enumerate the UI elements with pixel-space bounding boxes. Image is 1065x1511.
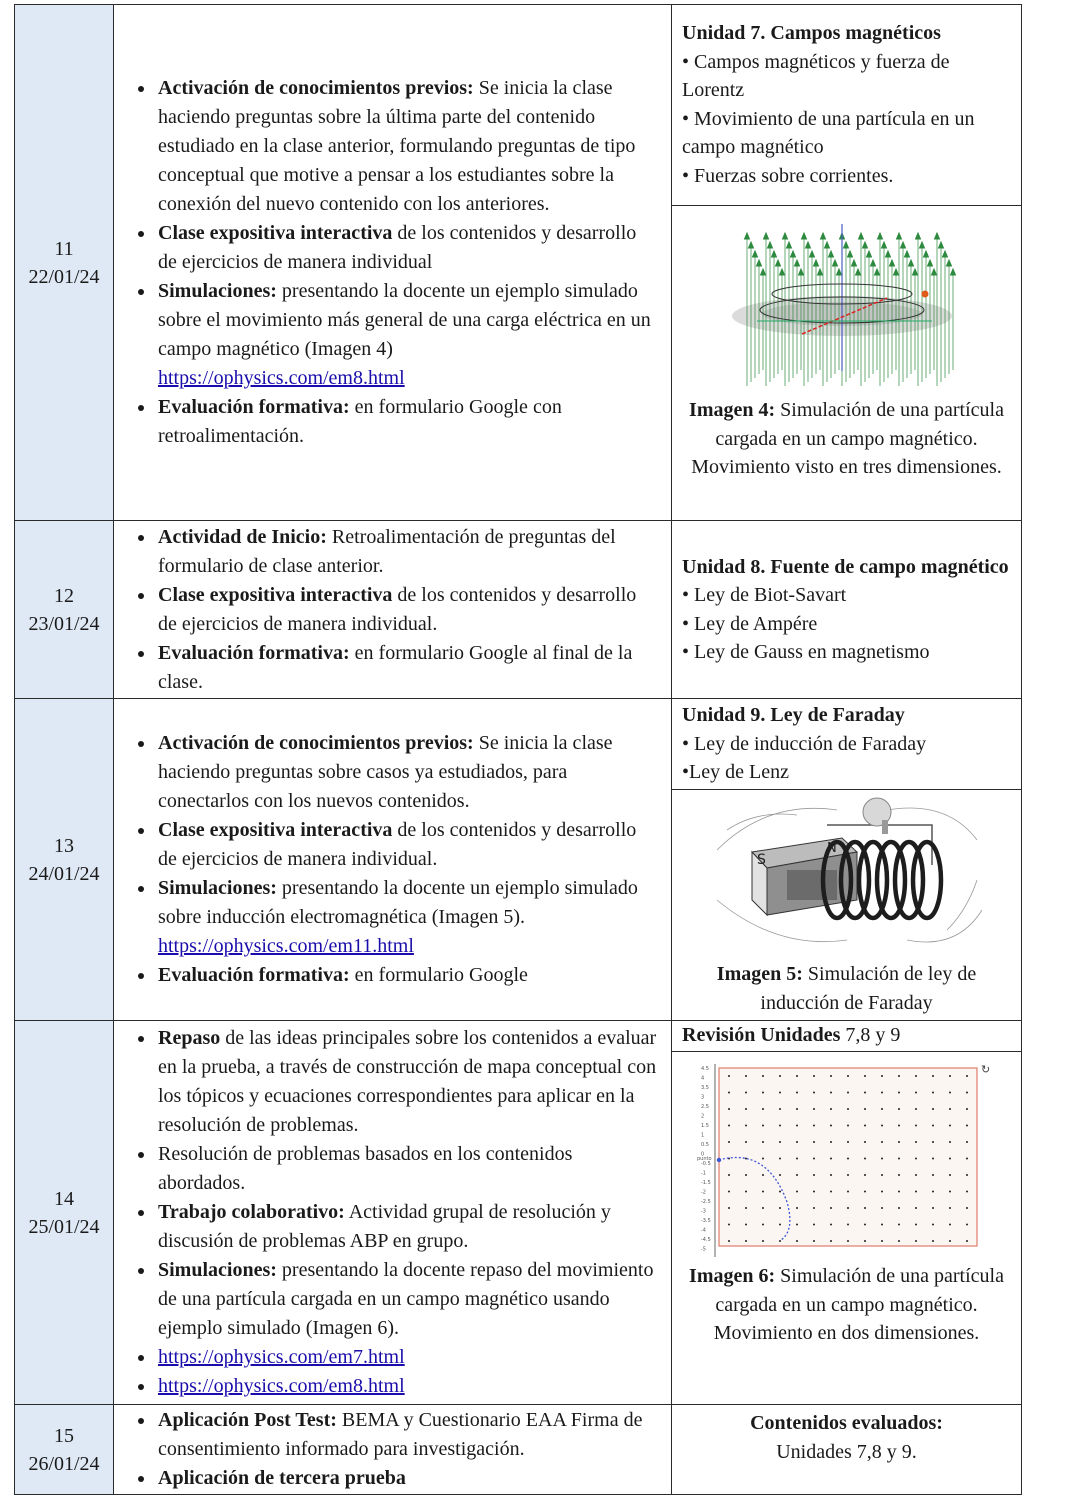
list-item: • Actividad de Inicio: Retroalimentación de preguntas del formulario de clase anterior. <box>156 523 659 581</box>
field-dot <box>779 1174 781 1176</box>
field-dot <box>898 1158 900 1160</box>
axis-tick-label: -2.5 <box>700 1199 711 1205</box>
session-number: 14 <box>54 1187 74 1210</box>
field-dot <box>762 1092 764 1094</box>
field-dot <box>762 1125 764 1127</box>
unit-topic: •Ley de Lenz <box>682 761 789 783</box>
field-dot <box>966 1224 968 1226</box>
field-dot <box>779 1224 781 1226</box>
axis-tick-label: -2 <box>700 1189 706 1196</box>
field-dot <box>762 1075 764 1077</box>
field-dot <box>813 1224 815 1226</box>
field-dot <box>898 1108 900 1110</box>
unit-topic: • Fuerzas sobre corrientes. <box>682 164 894 187</box>
activities-cell <box>114 5 672 521</box>
axis-tick-label: 3 <box>700 1094 704 1101</box>
figure-caption: Imagen 6: Simulación de una partícula cargada en un campo magnético. Movimiento en dos dimensiones. <box>689 1265 1004 1344</box>
unit-cell <box>672 1021 1022 1405</box>
field-dot <box>898 1141 900 1143</box>
review-units: 7,8 y 9 <box>840 1024 901 1046</box>
axis-tick-label: 1 <box>700 1132 704 1139</box>
field-dot <box>762 1174 764 1176</box>
field-dot <box>847 1174 849 1176</box>
field-dot <box>966 1207 968 1209</box>
field-dot <box>728 1125 730 1127</box>
unit-cell <box>672 521 1022 699</box>
list-item: • Activación de conocimientos previos: Se inicia la clase haciendo preguntas sobre la última parte del contenido estudiado en la clase anterior, formulando preguntas de tipo conceptual que motive a pensar a los estudiantes sobre la conexión del nuevo contenido con los anteriores. <box>156 74 659 219</box>
field-dot <box>728 1191 730 1193</box>
field-dot <box>898 1174 900 1176</box>
assessed-units: Unidades 7,8 y 9. <box>776 1440 917 1463</box>
list-item: • Evaluación formativa: en formulario Google con retroalimentación. <box>156 393 659 451</box>
field-dot <box>830 1174 832 1176</box>
axis-tick-label: -4.5 <box>700 1237 711 1243</box>
field-dot <box>932 1191 934 1193</box>
simulation-link[interactable]: https://ophysics.com/em11.html <box>158 935 414 957</box>
field-dot <box>745 1191 747 1193</box>
field-dot <box>966 1240 968 1242</box>
activity-list <box>114 729 671 990</box>
axis-tick-label: -1 <box>700 1170 706 1177</box>
field-dot <box>915 1092 917 1094</box>
field-dot <box>915 1075 917 1077</box>
field-dot <box>932 1158 934 1160</box>
activities-cell <box>114 699 672 1021</box>
field-dot <box>813 1092 815 1094</box>
field-dot <box>932 1207 934 1209</box>
field-dot <box>949 1158 951 1160</box>
field-dot <box>915 1125 917 1127</box>
unit-topic: • Ley de Biot-Savart <box>682 584 847 606</box>
unit-cell <box>672 5 1022 521</box>
activity-list <box>114 1406 671 1493</box>
unit-topic: • Ley de Gauss en magnetismo <box>682 641 930 663</box>
field-dot <box>813 1174 815 1176</box>
field-dot <box>796 1224 798 1226</box>
field-dot <box>830 1207 832 1209</box>
svg-text:N: N <box>826 841 837 856</box>
axis-tick-label: -3.5 <box>700 1218 711 1224</box>
field-dot <box>728 1075 730 1077</box>
list-item: • Repaso de las ideas principales sobre los contenidos a evaluar en la prueba, a través de construcción de mapa conceptual con los tópicos y ecuaciones correspondientes para aplicar en la resolución de problemas. <box>156 1024 659 1140</box>
field-dot <box>779 1125 781 1127</box>
list-item: • Evaluación formativa: en formulario Google <box>156 961 659 990</box>
field-dot <box>762 1108 764 1110</box>
field-dot <box>932 1174 934 1176</box>
axis-tick-label: -3 <box>700 1208 706 1215</box>
field-dot <box>949 1125 951 1127</box>
field-dot <box>830 1224 832 1226</box>
field-dot <box>898 1207 900 1209</box>
list-item <box>156 1343 659 1372</box>
field-dot <box>966 1092 968 1094</box>
field-dot <box>915 1158 917 1160</box>
field-dot <box>864 1158 866 1160</box>
assessed-label: Contenidos evaluados: <box>750 1412 943 1434</box>
field-dot <box>813 1141 815 1143</box>
axis-tick-label: -1.5 <box>700 1180 711 1186</box>
list-item <box>156 1372 659 1401</box>
field-dot <box>949 1092 951 1094</box>
field-dot <box>745 1174 747 1176</box>
review-label: Revisión Unidades <box>682 1024 841 1046</box>
field-dot <box>864 1174 866 1176</box>
field-dot <box>881 1158 883 1160</box>
field-dot <box>745 1240 747 1242</box>
simulation-link[interactable]: https://ophysics.com/em8.html <box>158 367 405 389</box>
assessed-box <box>672 1405 1021 1468</box>
field-dot <box>864 1075 866 1077</box>
field-dot <box>881 1092 883 1094</box>
field-dot <box>949 1207 951 1209</box>
figure-box <box>672 789 1021 1017</box>
refresh-icon[interactable]: ↻ <box>980 1063 990 1076</box>
field-dot <box>762 1240 764 1242</box>
faraday-induction-image <box>707 790 987 960</box>
field-dot <box>830 1108 832 1110</box>
field-dot <box>881 1174 883 1176</box>
schedule-row-13 <box>15 699 1022 1021</box>
figure-box <box>672 205 1021 482</box>
field-dot <box>966 1075 968 1077</box>
field-dot <box>779 1240 781 1242</box>
field-dot <box>932 1224 934 1226</box>
field-dot <box>864 1191 866 1193</box>
figure-caption: Imagen 4: Simulación de una partícula cargada en un campo magnético. Movimiento visto en tres dimensiones. <box>689 399 1004 478</box>
session-number: 15 <box>54 1424 74 1447</box>
field-dot <box>949 1075 951 1077</box>
field-dot <box>728 1207 730 1209</box>
field-dot <box>779 1075 781 1077</box>
field-dot <box>813 1075 815 1077</box>
field-dot <box>830 1240 832 1242</box>
field-dot <box>779 1191 781 1193</box>
field-dot <box>796 1125 798 1127</box>
field-dot <box>779 1141 781 1143</box>
session-schedule-table <box>14 4 1022 1495</box>
field-dot <box>796 1240 798 1242</box>
field-dot <box>881 1075 883 1077</box>
field-dot <box>949 1191 951 1193</box>
field-dot <box>830 1141 832 1143</box>
figure-caption: Imagen 5: Simulación de ley de inducción de Faraday <box>716 963 977 1014</box>
field-dot <box>728 1141 730 1143</box>
session-number: 12 <box>54 584 74 607</box>
schedule-row-12 <box>15 521 1022 699</box>
field-dot <box>813 1158 815 1160</box>
field-dot <box>949 1174 951 1176</box>
field-dot <box>898 1240 900 1242</box>
field-dot <box>762 1191 764 1193</box>
figure-box <box>672 1051 1021 1348</box>
field-dot <box>915 1141 917 1143</box>
axis-tick-label: 0.5 <box>700 1142 709 1148</box>
field-dot <box>813 1191 815 1193</box>
field-dot <box>762 1158 764 1160</box>
unit-box <box>672 699 1021 789</box>
session-date: 26/01/24 <box>28 1452 100 1475</box>
origin-label: punto <box>696 1156 712 1162</box>
axis-tick-label: -4 <box>700 1227 706 1234</box>
field-dot <box>830 1191 832 1193</box>
activity-list <box>114 523 671 697</box>
list-item: • Activación de conocimientos previos: Se inicia la clase haciendo preguntas sobre casos ya estudiados, para conectarlos con los nuevos contenidos. <box>156 729 659 816</box>
list-item: • Evaluación formativa: en formulario Google al final de la clase. <box>156 639 659 697</box>
field-dot <box>779 1158 781 1160</box>
field-dot <box>830 1075 832 1077</box>
field-dot <box>915 1224 917 1226</box>
field-dot <box>864 1207 866 1209</box>
field-dot <box>864 1108 866 1110</box>
unit-title: Unidad 9. Ley de Faraday <box>682 704 905 726</box>
field-dot <box>932 1240 934 1242</box>
field-dot <box>728 1240 730 1242</box>
field-dot <box>915 1174 917 1176</box>
field-dot <box>932 1092 934 1094</box>
field-dot <box>881 1141 883 1143</box>
activity-list <box>114 1024 671 1401</box>
field-dot <box>932 1108 934 1110</box>
field-dot <box>847 1075 849 1077</box>
field-dot <box>830 1158 832 1160</box>
field-dot <box>847 1141 849 1143</box>
list-item: • Resolución de problemas basados en los contenidos abordados. <box>156 1140 659 1198</box>
field-dot <box>932 1141 934 1143</box>
session-date: 23/01/24 <box>28 612 100 635</box>
svg-text:S: S <box>756 852 766 868</box>
axis-tick-label: 2 <box>700 1113 704 1120</box>
field-dot <box>796 1108 798 1110</box>
field-dot <box>813 1240 815 1242</box>
activity-list <box>114 74 671 451</box>
review-box <box>672 1021 1021 1051</box>
unit-topic: • Ley de inducción de Faraday <box>682 732 927 755</box>
schedule-row-15 <box>15 1405 1022 1495</box>
session-date: 22/01/24 <box>28 265 100 288</box>
session-number: 13 <box>54 834 74 857</box>
field-dot <box>898 1075 900 1077</box>
field-dot <box>796 1092 798 1094</box>
session-cell <box>15 1021 114 1405</box>
field-dot <box>966 1191 968 1193</box>
unit-cell <box>672 699 1022 1021</box>
field-dot <box>813 1108 815 1110</box>
field-dot <box>949 1108 951 1110</box>
field-dot <box>881 1108 883 1110</box>
axis-tick-label: 3.5 <box>700 1085 709 1091</box>
activities-cell <box>114 521 672 699</box>
field-dot <box>932 1075 934 1077</box>
field-dot <box>847 1158 849 1160</box>
axis-tick-label: 1.5 <box>700 1123 709 1129</box>
unit-topic: • Ley de Ampére <box>682 612 818 635</box>
activities-cell <box>114 1405 672 1495</box>
field-dot <box>779 1108 781 1110</box>
field-dot <box>745 1141 747 1143</box>
field-dot <box>966 1108 968 1110</box>
field-dot <box>728 1092 730 1094</box>
field-dot <box>847 1207 849 1209</box>
list-item: • Simulaciones: presentando la docente un ejemplo simulado sobre el movimiento más general de una carga eléctrica en un campo magnético (Imagen 4) https://ophysics.com/em8.html <box>156 277 659 393</box>
field-dot <box>779 1207 781 1209</box>
field-dot <box>864 1224 866 1226</box>
field-dot <box>728 1108 730 1110</box>
field-dot <box>864 1092 866 1094</box>
field-dot <box>881 1240 883 1242</box>
field-dot <box>847 1240 849 1242</box>
field-dot <box>898 1191 900 1193</box>
field-dot <box>949 1141 951 1143</box>
unit-title: Unidad 7. Campos magnéticos <box>682 22 941 44</box>
field-dot <box>796 1141 798 1143</box>
field-dot <box>881 1191 883 1193</box>
particle-2d-simulation-image <box>697 1052 997 1262</box>
field-dot <box>779 1092 781 1094</box>
session-number: 11 <box>54 237 74 260</box>
axis-tick-label: -0.5 <box>700 1161 711 1167</box>
field-dot <box>932 1125 934 1127</box>
field-dot <box>847 1125 849 1127</box>
schedule-row-14 <box>15 1021 1022 1405</box>
field-dot <box>762 1141 764 1143</box>
list-item: • Clase expositiva interactiva de los contenidos y desarrollo de ejercicios de manera individual. <box>156 581 659 639</box>
field-dot <box>898 1125 900 1127</box>
field-dot <box>847 1092 849 1094</box>
session-cell <box>15 699 114 1021</box>
axis-tick-label: -5 <box>700 1246 706 1253</box>
field-dot <box>813 1125 815 1127</box>
field-dot <box>915 1240 917 1242</box>
activities-cell <box>114 1021 672 1405</box>
schedule-row-11 <box>15 5 1022 521</box>
field-dot <box>813 1207 815 1209</box>
session-cell <box>15 521 114 699</box>
field-dot <box>864 1125 866 1127</box>
field-dot <box>949 1240 951 1242</box>
field-dot <box>966 1174 968 1176</box>
list-item: • Aplicación Post Test: BEMA y Cuestionario EAA Firma de consentimiento informado para investigación. <box>156 1406 659 1464</box>
field-dot <box>745 1207 747 1209</box>
unit-box <box>672 5 1021 205</box>
field-dot <box>830 1092 832 1094</box>
axis-tick-label: 4 <box>700 1075 704 1082</box>
field-dot <box>796 1075 798 1077</box>
field-dot <box>881 1207 883 1209</box>
unit-topic: • Campos magnéticos y fuerza de Lorentz <box>682 50 950 101</box>
list-item: • Aplicación de tercera prueba <box>156 1464 659 1493</box>
unit-title: Unidad 8. Fuente de campo magnético <box>682 555 1009 578</box>
axis-tick-label: 4.5 <box>700 1066 709 1072</box>
axis-tick-label: 2.5 <box>700 1104 709 1110</box>
unit-box <box>672 551 1021 669</box>
field-dot <box>966 1158 968 1160</box>
field-dot <box>830 1125 832 1127</box>
session-date: 24/01/24 <box>28 862 100 885</box>
simulation-link[interactable]: https://ophysics.com/em7.html <box>158 1346 405 1368</box>
list-item: • Clase expositiva interactiva de los contenidos y desarrollo de ejercicios de manera individual <box>156 219 659 277</box>
session-date: 25/01/24 <box>28 1215 100 1238</box>
field-dot <box>728 1174 730 1176</box>
field-dot <box>796 1174 798 1176</box>
list-item: • Simulaciones: presentando la docente repaso del movimiento de una partícula cargada en un campo magnético usando ejemplo simulado (Imagen 6). <box>156 1256 659 1343</box>
list-item: • Trabajo colaborativo: Actividad grupal de resolución y discusión de problemas ABP en grupo. <box>156 1198 659 1256</box>
session-cell <box>15 1405 114 1495</box>
field-dot <box>847 1108 849 1110</box>
magnetic-field-3d-image <box>717 206 977 396</box>
field-dot <box>966 1125 968 1127</box>
list-item: • Clase expositiva interactiva de los contenidos y desarrollo de ejercicios de manera individual. <box>156 816 659 874</box>
field-dot <box>864 1240 866 1242</box>
field-dot <box>915 1191 917 1193</box>
field-dot <box>796 1207 798 1209</box>
field-dot <box>847 1224 849 1226</box>
field-dot <box>949 1224 951 1226</box>
field-dot <box>898 1092 900 1094</box>
unit-topic: • Movimiento de una partícula en un campo magnético <box>682 107 975 158</box>
assessed-cell <box>672 1405 1022 1495</box>
field-dot <box>966 1141 968 1143</box>
field-dot <box>881 1224 883 1226</box>
axis-tick-label: 0 <box>700 1151 704 1158</box>
field-dot <box>796 1158 798 1160</box>
field-dot <box>745 1108 747 1110</box>
field-dot <box>745 1125 747 1127</box>
field-dot <box>881 1125 883 1127</box>
simulation-link[interactable]: https://ophysics.com/em8.html <box>158 1375 405 1397</box>
session-cell <box>15 5 114 521</box>
field-dot <box>745 1075 747 1077</box>
field-dot <box>864 1141 866 1143</box>
field-dot <box>762 1224 764 1226</box>
field-dot <box>728 1224 730 1226</box>
field-dot <box>847 1191 849 1193</box>
field-dot <box>796 1191 798 1193</box>
field-dot <box>915 1108 917 1110</box>
list-item: • Simulaciones: presentando la docente un ejemplo simulado sobre inducción electromagnética (Imagen 5). https://ophysics.com/em11.html <box>156 874 659 961</box>
field-dot <box>745 1224 747 1226</box>
field-dot <box>915 1207 917 1209</box>
field-dot <box>745 1092 747 1094</box>
field-dot <box>762 1207 764 1209</box>
field-dot <box>898 1224 900 1226</box>
